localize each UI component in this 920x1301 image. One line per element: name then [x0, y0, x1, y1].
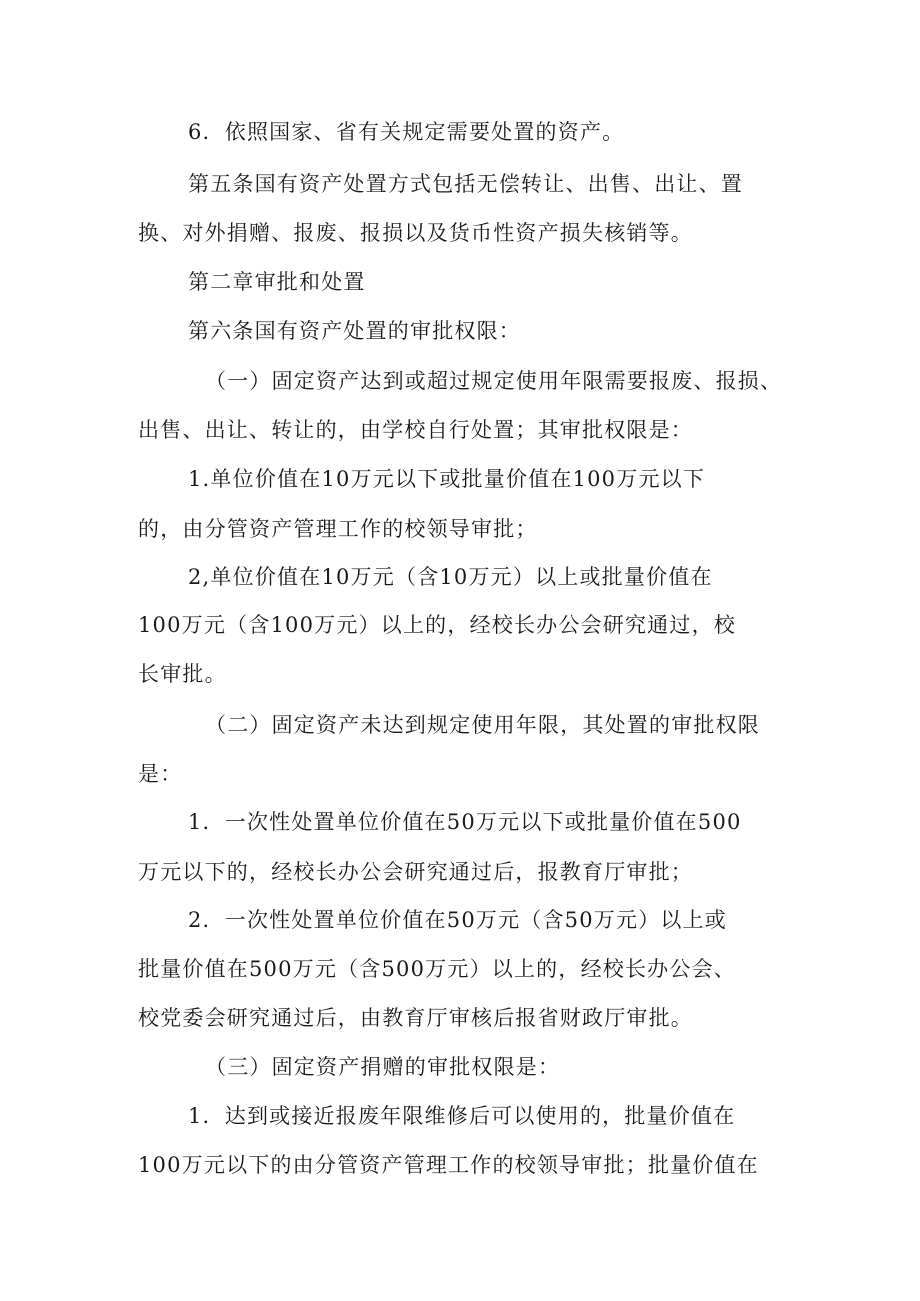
section-1-line-2: 出售、出让、转让的，由学校自行处置；其审批权限是： [138, 418, 693, 442]
section-2-line-2: 是： [138, 762, 183, 786]
section-2-item-2-line-2: 批量价值在500万元（含500万元）以上的，经校长办公会、 [138, 957, 736, 981]
section-1-item-2-line-1: 2,单位价值在10万元（含10万元）以上或批量价值在 [188, 565, 713, 589]
section-1-line-1: （一）固定资产达到或超过规定使用年限需要报废、报损、 [205, 369, 783, 393]
article-5-line-2: 换、对外捐赠、报废、报损以及货币性资产损失核销等。 [138, 221, 693, 245]
section-2-item-2-line-3: 校党委会研究通过后，由教育厅审核后报省财政厅审批。 [138, 1006, 693, 1030]
section-1-item-1-line-1: 1.单位价值在10万元以下或批量价值在100万元以下 [188, 467, 706, 491]
section-2-item-1-line-2: 万元以下的，经校长办公会研究通过后，报教育厅审批； [138, 860, 693, 884]
article-6-heading: 第六条国有资产处置的审批权限： [188, 319, 521, 343]
section-1-item-1-line-2: 的，由分管资产管理工作的校领导审批； [138, 517, 538, 541]
section-2-line-1: （二）固定资产未达到规定使用年限，其处置的审批权限 [205, 713, 760, 737]
section-3-item-1-line-2: 100万元以下的由分管资产管理工作的校领导审批；批量价值在 [138, 1153, 759, 1177]
section-3-item-1-line-1: 1．达到或接近报废年限维修后可以使用的，批量价值在 [188, 1104, 736, 1128]
section-2-item-1-line-1: 1．一次性处置单位价值在50万元以下或批量价值在500 [188, 810, 742, 834]
section-1-item-2-line-3: 长审批。 [138, 662, 227, 686]
chapter-2-heading: 第二章审批和处置 [188, 270, 366, 294]
paragraph-item-6: 6．依照国家、省有关规定需要处置的资产。 [188, 120, 625, 144]
section-2-item-2-line-1: 2．一次性处置单位价值在50万元（含50万元）以上或 [188, 908, 728, 932]
section-1-item-2-line-2: 100万元（含100万元）以上的，经校长办公会研究通过，校 [138, 613, 736, 637]
article-5-line-1: 第五条国有资产处置方式包括无偿转让、出售、出让、置 [188, 172, 743, 196]
section-3-heading: （三）固定资产捐赠的审批权限是： [205, 1055, 561, 1079]
